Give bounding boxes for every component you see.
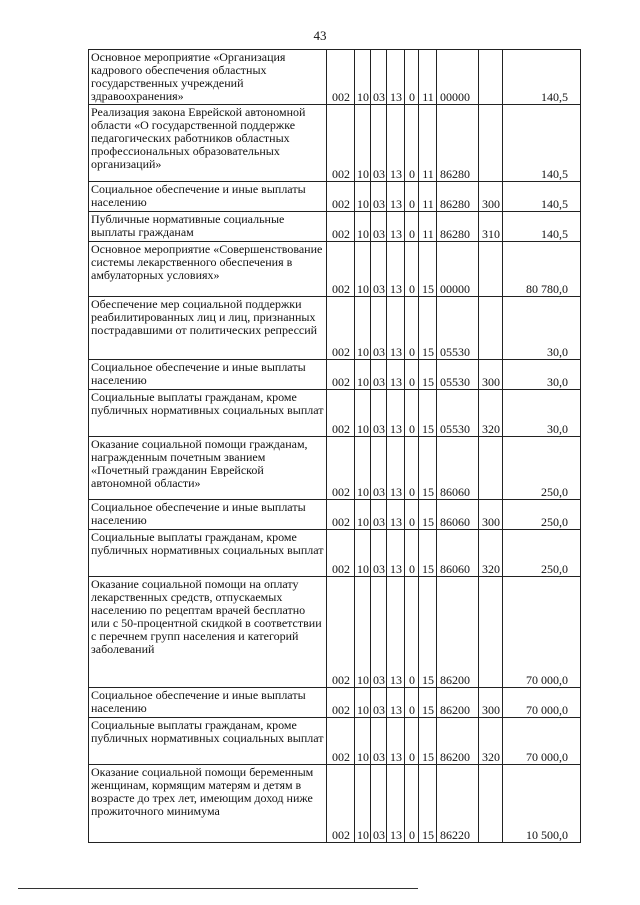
ministry-code-cell: 002 <box>327 688 355 718</box>
amount-cell: 30,0 <box>503 360 581 390</box>
item-name-cell: Оказание социальной помощи на оплату лекарственных средств, отпускаемых населению по рецептам врачей бесплатно или с 50-процентной скидкой в соответствии с перечнем групп населения и категорий заболеваний <box>89 577 327 688</box>
amount-cell: 70 000,0 <box>503 688 581 718</box>
subsection-code-cell: 03 <box>371 437 387 500</box>
direction-code-cell: 86200 <box>437 688 479 718</box>
event-code-cell: 15 <box>419 297 437 360</box>
table-row <box>89 105 581 182</box>
program-code-cell: 13 <box>387 297 405 360</box>
amount-cell: 250,0 <box>503 530 581 577</box>
event-code-cell: 15 <box>419 437 437 500</box>
expense-type-cell <box>479 242 503 297</box>
ministry-code-cell: 002 <box>327 242 355 297</box>
expense-type-cell: 300 <box>479 360 503 390</box>
item-name-cell: Социальные выплаты гражданам, кроме публичных нормативных социальных выплат <box>89 718 327 765</box>
program-code-cell: 13 <box>387 765 405 843</box>
subprogram-code-cell: 0 <box>405 765 419 843</box>
subprogram-code-cell: 0 <box>405 182 419 212</box>
program-code-cell: 13 <box>387 500 405 530</box>
table-row <box>89 765 581 843</box>
direction-code-cell: 86220 <box>437 765 479 843</box>
item-name-cell: Социальное обеспечение и иные выплаты населению <box>89 500 327 530</box>
subprogram-code-cell: 0 <box>405 212 419 242</box>
amount-cell: 70 000,0 <box>503 577 581 688</box>
ministry-code-cell: 002 <box>327 500 355 530</box>
subprogram-code-cell: 0 <box>405 688 419 718</box>
table-row <box>89 182 581 212</box>
subsection-code-cell: 03 <box>371 530 387 577</box>
item-name-cell: Реализация закона Еврейской автономной области «О государственной поддержке педагогических работников областных профессиональных образовательных организаций» <box>89 105 327 182</box>
subprogram-code-cell: 0 <box>405 360 419 390</box>
footer-divider <box>18 888 418 889</box>
subprogram-code-cell: 0 <box>405 437 419 500</box>
subsection-code-cell: 03 <box>371 577 387 688</box>
amount-cell: 140,5 <box>503 212 581 242</box>
subsection-code-cell: 03 <box>371 390 387 437</box>
subsection-code-cell: 03 <box>371 297 387 360</box>
table-row <box>89 360 581 390</box>
section-code-cell: 10 <box>355 297 371 360</box>
section-code-cell: 10 <box>355 360 371 390</box>
direction-code-cell: 05530 <box>437 360 479 390</box>
event-code-cell: 11 <box>419 50 437 105</box>
program-code-cell: 13 <box>387 530 405 577</box>
ministry-code-cell: 002 <box>327 182 355 212</box>
program-code-cell: 13 <box>387 390 405 437</box>
item-name-cell: Оказание социальной помощи гражданам, награжденным почетным званием «Почетный гражданин Еврейской автономной области» <box>89 437 327 500</box>
program-code-cell: 13 <box>387 437 405 500</box>
program-code-cell: 13 <box>387 242 405 297</box>
subsection-code-cell: 03 <box>371 105 387 182</box>
event-code-cell: 15 <box>419 765 437 843</box>
section-code-cell: 10 <box>355 718 371 765</box>
subprogram-code-cell: 0 <box>405 242 419 297</box>
subsection-code-cell: 03 <box>371 688 387 718</box>
direction-code-cell: 00000 <box>437 242 479 297</box>
section-code-cell: 10 <box>355 577 371 688</box>
section-code-cell: 10 <box>355 390 371 437</box>
ministry-code-cell: 002 <box>327 530 355 577</box>
direction-code-cell: 86200 <box>437 718 479 765</box>
table-row <box>89 242 581 297</box>
direction-code-cell: 86060 <box>437 437 479 500</box>
program-code-cell: 13 <box>387 688 405 718</box>
subsection-code-cell: 03 <box>371 360 387 390</box>
direction-code-cell: 05530 <box>437 297 479 360</box>
event-code-cell: 15 <box>419 242 437 297</box>
table-row <box>89 718 581 765</box>
ministry-code-cell: 002 <box>327 50 355 105</box>
direction-code-cell: 86060 <box>437 500 479 530</box>
amount-cell: 250,0 <box>503 500 581 530</box>
amount-cell: 30,0 <box>503 297 581 360</box>
item-name-cell: Основное мероприятие «Организация кадрового обеспечения областных государственных учреждений здравоохранения» <box>89 50 327 105</box>
expense-type-cell <box>479 437 503 500</box>
event-code-cell: 11 <box>419 182 437 212</box>
table-row <box>89 530 581 577</box>
table-row <box>89 50 581 105</box>
table-row <box>89 577 581 688</box>
table-row <box>89 212 581 242</box>
ministry-code-cell: 002 <box>327 765 355 843</box>
item-name-cell: Социальные выплаты гражданам, кроме публичных нормативных социальных выплат <box>89 390 327 437</box>
subsection-code-cell: 03 <box>371 212 387 242</box>
page-number: 43 <box>313 28 327 43</box>
subsection-code-cell: 03 <box>371 50 387 105</box>
expense-type-cell <box>479 297 503 360</box>
direction-code-cell: 00000 <box>437 50 479 105</box>
section-code-cell: 10 <box>355 437 371 500</box>
ministry-code-cell: 002 <box>327 390 355 437</box>
item-name-cell: Социальное обеспечение и иные выплаты населению <box>89 182 327 212</box>
section-code-cell: 10 <box>355 212 371 242</box>
program-code-cell: 13 <box>387 577 405 688</box>
event-code-cell: 11 <box>419 105 437 182</box>
expense-type-cell: 300 <box>479 182 503 212</box>
item-name-cell: Основное мероприятие «Совершенствование системы лекарственного обеспечения в амбулаторных условиях» <box>89 242 327 297</box>
direction-code-cell: 86280 <box>437 182 479 212</box>
table-row <box>89 390 581 437</box>
event-code-cell: 15 <box>419 577 437 688</box>
subprogram-code-cell: 0 <box>405 530 419 577</box>
table-row <box>89 688 581 718</box>
section-code-cell: 10 <box>355 182 371 212</box>
expense-type-cell <box>479 50 503 105</box>
subsection-code-cell: 03 <box>371 500 387 530</box>
ministry-code-cell: 002 <box>327 105 355 182</box>
amount-cell: 140,5 <box>503 50 581 105</box>
table-row <box>89 500 581 530</box>
subsection-code-cell: 03 <box>371 182 387 212</box>
amount-cell: 30,0 <box>503 390 581 437</box>
subprogram-code-cell: 0 <box>405 297 419 360</box>
direction-code-cell: 86280 <box>437 105 479 182</box>
item-name-cell: Социальное обеспечение и иные выплаты населению <box>89 360 327 390</box>
item-name-cell: Обеспечение мер социальной поддержки реабилитированных лиц и лиц, признанных пострадавшими от политических репрессий <box>89 297 327 360</box>
amount-cell: 250,0 <box>503 437 581 500</box>
event-code-cell: 15 <box>419 390 437 437</box>
subprogram-code-cell: 0 <box>405 718 419 765</box>
subsection-code-cell: 03 <box>371 718 387 765</box>
section-code-cell: 10 <box>355 500 371 530</box>
budget-table <box>88 49 581 843</box>
subprogram-code-cell: 0 <box>405 577 419 688</box>
section-code-cell: 10 <box>355 50 371 105</box>
table-row <box>89 297 581 360</box>
ministry-code-cell: 002 <box>327 718 355 765</box>
table-body <box>89 50 581 843</box>
item-name-cell: Оказание социальной помощи беременным женщинам, кормящим матерям и детям в возрасте до трех лет, имеющим доход ниже прожиточного минимума <box>89 765 327 843</box>
program-code-cell: 13 <box>387 50 405 105</box>
event-code-cell: 15 <box>419 688 437 718</box>
item-name-cell: Публичные нормативные социальные выплаты гражданам <box>89 212 327 242</box>
direction-code-cell: 86060 <box>437 530 479 577</box>
section-code-cell: 10 <box>355 530 371 577</box>
section-code-cell: 10 <box>355 765 371 843</box>
amount-cell: 140,5 <box>503 105 581 182</box>
subprogram-code-cell: 0 <box>405 500 419 530</box>
amount-cell: 10 500,0 <box>503 765 581 843</box>
expense-type-cell: 310 <box>479 212 503 242</box>
amount-cell: 70 000,0 <box>503 718 581 765</box>
expense-type-cell: 320 <box>479 530 503 577</box>
direction-code-cell: 86280 <box>437 212 479 242</box>
ministry-code-cell: 002 <box>327 212 355 242</box>
direction-code-cell: 86200 <box>437 577 479 688</box>
section-code-cell: 10 <box>355 242 371 297</box>
table-row <box>89 437 581 500</box>
section-code-cell: 10 <box>355 105 371 182</box>
event-code-cell: 15 <box>419 530 437 577</box>
expense-type-cell: 300 <box>479 500 503 530</box>
subsection-code-cell: 03 <box>371 765 387 843</box>
section-code-cell: 10 <box>355 688 371 718</box>
expense-type-cell: 300 <box>479 688 503 718</box>
expense-type-cell <box>479 577 503 688</box>
subsection-code-cell: 03 <box>371 242 387 297</box>
ministry-code-cell: 002 <box>327 297 355 360</box>
program-code-cell: 13 <box>387 212 405 242</box>
event-code-cell: 11 <box>419 212 437 242</box>
expense-type-cell: 320 <box>479 718 503 765</box>
item-name-cell: Социальное обеспечение и иные выплаты населению <box>89 688 327 718</box>
program-code-cell: 13 <box>387 360 405 390</box>
program-code-cell: 13 <box>387 182 405 212</box>
item-name-cell: Социальные выплаты гражданам, кроме публичных нормативных социальных выплат <box>89 530 327 577</box>
program-code-cell: 13 <box>387 105 405 182</box>
subprogram-code-cell: 0 <box>405 50 419 105</box>
subprogram-code-cell: 0 <box>405 390 419 437</box>
event-code-cell: 15 <box>419 360 437 390</box>
program-code-cell: 13 <box>387 718 405 765</box>
direction-code-cell: 05530 <box>437 390 479 437</box>
expense-type-cell: 320 <box>479 390 503 437</box>
expense-type-cell <box>479 105 503 182</box>
expense-type-cell <box>479 765 503 843</box>
ministry-code-cell: 002 <box>327 577 355 688</box>
event-code-cell: 15 <box>419 500 437 530</box>
ministry-code-cell: 002 <box>327 360 355 390</box>
subprogram-code-cell: 0 <box>405 105 419 182</box>
event-code-cell: 15 <box>419 718 437 765</box>
amount-cell: 140,5 <box>503 182 581 212</box>
ministry-code-cell: 002 <box>327 437 355 500</box>
amount-cell: 80 780,0 <box>503 242 581 297</box>
